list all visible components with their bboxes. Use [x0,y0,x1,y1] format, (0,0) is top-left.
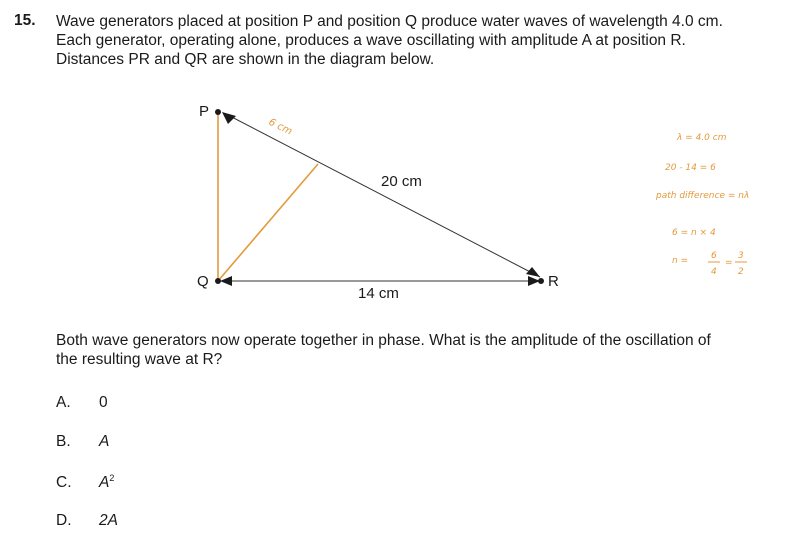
question-number: 15. [14,12,36,29]
option-value: 0 [99,394,108,411]
note-subtraction: 20 - 14 = 6 [665,163,716,173]
label-qr: 14 cm [358,285,399,302]
annotation-6cm: 6 cm [266,116,294,138]
option-value: A [99,433,110,450]
note-equation: 6 = n × 4 [672,228,716,238]
label-q: Q [197,273,209,290]
option-letter: B. [56,433,71,450]
label-pr: 20 cm [381,173,422,190]
question-stem [56,12,786,69]
q-dot [215,278,221,284]
stem-line: Wave generators placed at position P and position Q produce water waves of wavelength 4.0 cm. [56,13,723,30]
option-superscript: 2 [109,473,115,483]
stem-line: Each generator, operating alone, produces a wave oscillating with amplitude A at position R. [56,32,686,49]
option-value: A [99,474,110,492]
option-d[interactable] [56,512,118,530]
prompt-line: Both wave generators now operate together in phase. What is the amplitude of the oscillation of [56,332,711,349]
option-a[interactable] [56,394,108,412]
stem-line: Distances PR and QR are shown in the diagram below. [56,51,435,68]
p-dot [215,109,221,115]
option-c[interactable] [56,473,114,492]
note-frac2-den: 2 [738,267,744,277]
label-r: R [548,273,559,290]
triangle-diagram [0,90,800,305]
option-letter: D. [56,512,72,529]
prompt-line: the resulting wave at R? [56,351,223,368]
p-arrowhead [222,112,236,124]
option-b[interactable] [56,433,109,451]
note-frac1-den: 4 [711,267,717,277]
label-p: P [199,103,210,120]
note-frac1-num: 6 [711,251,717,261]
note-path-difference: path difference = nλ [656,191,750,201]
option-letter: A. [56,394,71,411]
r-dot [538,278,544,284]
note-equals: = [725,258,733,268]
note-n-label: n = [672,256,689,266]
option-letter: C. [56,474,72,492]
note-frac2-num: 3 [738,251,744,261]
note-wavelength: λ = 4.0 cm [677,133,727,143]
option-value: 2A [99,512,118,529]
pr-line [226,114,540,277]
q-perpendicular-line [218,164,318,281]
r-arrowhead-pr [526,267,540,277]
question-prompt [56,331,786,369]
